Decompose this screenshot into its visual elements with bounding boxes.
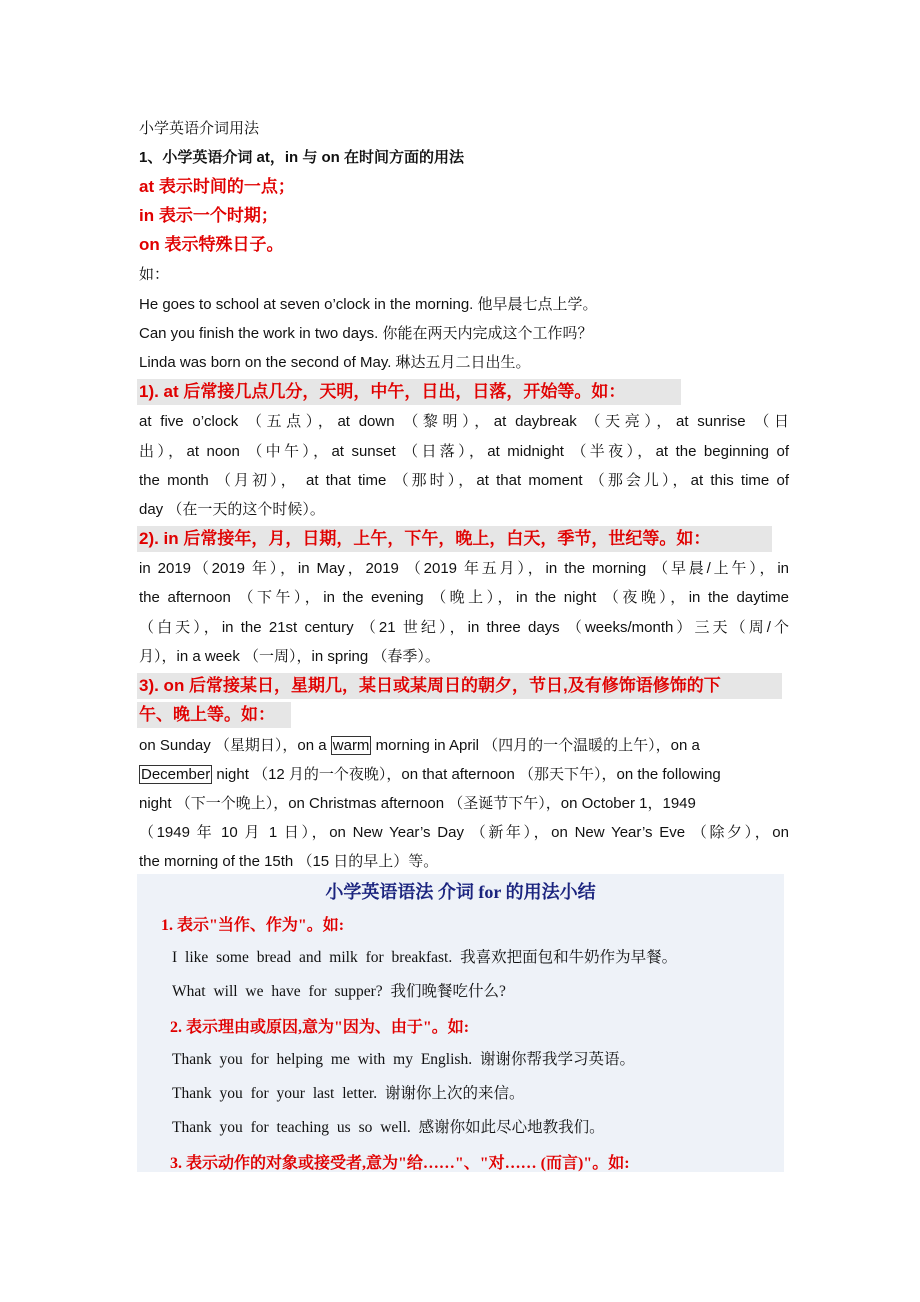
in-heading: 2). in 后常接年，月，日期，上午，下午，晚上，白天，季节，世纪等。如： <box>137 526 772 552</box>
section-heading: 1、小学英语介词 at，in 与 on 在时间方面的用法 <box>139 149 465 166</box>
on-line <box>139 765 721 785</box>
for-heading-3: 3. 表示动作的对象或接受者,意为"给……"、"对…… (而言)"。如: <box>170 1155 630 1172</box>
text: night （12 月的一个夜晚），on that afternoon （那天下午），on the following <box>212 766 721 783</box>
rule-at: at 表示时间的一点； <box>139 177 295 196</box>
boxed-word: warm <box>332 737 370 754</box>
in-line: in 2019（2019 年），in May，2019 （2019 年五月），in the morning （早晨/上午），in <box>139 560 789 577</box>
for-title: 小学英语语法 介词 for 的用法小结 <box>325 882 596 902</box>
on-line: night （下一个晚上），on Christmas afternoon （圣诞节下午），on October 1，1949 <box>139 795 696 812</box>
in-line: 月），in a week （一周），in spring （春季）。 <box>139 648 440 665</box>
at-heading: 1). at 后常接几点几分，天明，中午，日出，日落，开始等。如： <box>137 379 681 405</box>
on-line: the morning of the 15th （15 日的早上）等。 <box>139 853 439 870</box>
text: morning in April （四月的一个温暖的上午），on a <box>371 737 700 754</box>
ru-label: 如： <box>139 266 170 283</box>
example: He goes to school at seven o’clock in the morning. 他早晨七点上学。 <box>139 296 598 313</box>
for-sentence: I like some bread and milk for breakfast. 我喜欢把面包和牛奶作为早餐。 <box>172 949 678 966</box>
example: Linda was born on the second of May. 琳达五月二日出生。 <box>139 354 531 371</box>
for-sentence: What will we have for supper? 我们晚餐吃什么? <box>172 983 506 1000</box>
for-heading-1: 1. 表示"当作、作为"。如: <box>161 917 345 934</box>
at-line: at five o’clock （五点），at down （黎明），at daybreak （天亮），at sunrise （日 <box>139 413 789 430</box>
on-heading-cont: 午、晚上等。如： <box>137 702 291 728</box>
doc-title: 小学英语介词用法 <box>139 120 260 137</box>
in-line: （白天），in the 21st century （21 世纪），in three days （weeks/month）三天（周/个 <box>139 619 789 636</box>
on-line: （1949 年 10 月 1 日），on New Year’s Day （新年），on New Year’s Eve （除夕），on <box>139 824 789 841</box>
text: on Sunday （星期日），on a <box>139 737 331 754</box>
in-line: the afternoon （下午），in the evening （晚上），in the night （夜晚），in the daytime <box>139 589 789 606</box>
for-sentence: Thank you for helping me with my English. 谢谢你帮我学习英语。 <box>172 1051 635 1068</box>
for-usage-box <box>137 874 784 1172</box>
for-sentence: Thank you for your last letter. 谢谢你上次的来信。 <box>172 1085 525 1102</box>
boxed-word: December <box>141 766 211 783</box>
example: Can you finish the work in two days. 你能在两天内完成这个工作吗？ <box>139 325 593 342</box>
at-line: 出），at noon （中午），at sunset （日落），at midnight （半夜），at the beginning of <box>139 443 789 460</box>
for-heading-2: 2. 表示理由或原因,意为"因为、由于"。如: <box>170 1019 470 1036</box>
at-line: the month （月初）， at that time （那时），at that moment （那会儿），at this time of <box>139 472 789 489</box>
on-heading: 3). on 后常接某日，星期几，某日或某周日的朝夕，节日,及有修饰语修饰的下 <box>137 673 782 699</box>
at-line: day （在一天的这个时候）。 <box>139 501 325 518</box>
rule-in: in 表示一个时期； <box>139 206 278 225</box>
rule-on: on 表示特殊日子。 <box>139 235 284 254</box>
for-sentence: Thank you for teaching us so well. 感谢你如此尽心地教我们。 <box>172 1119 605 1136</box>
on-line <box>139 736 700 756</box>
